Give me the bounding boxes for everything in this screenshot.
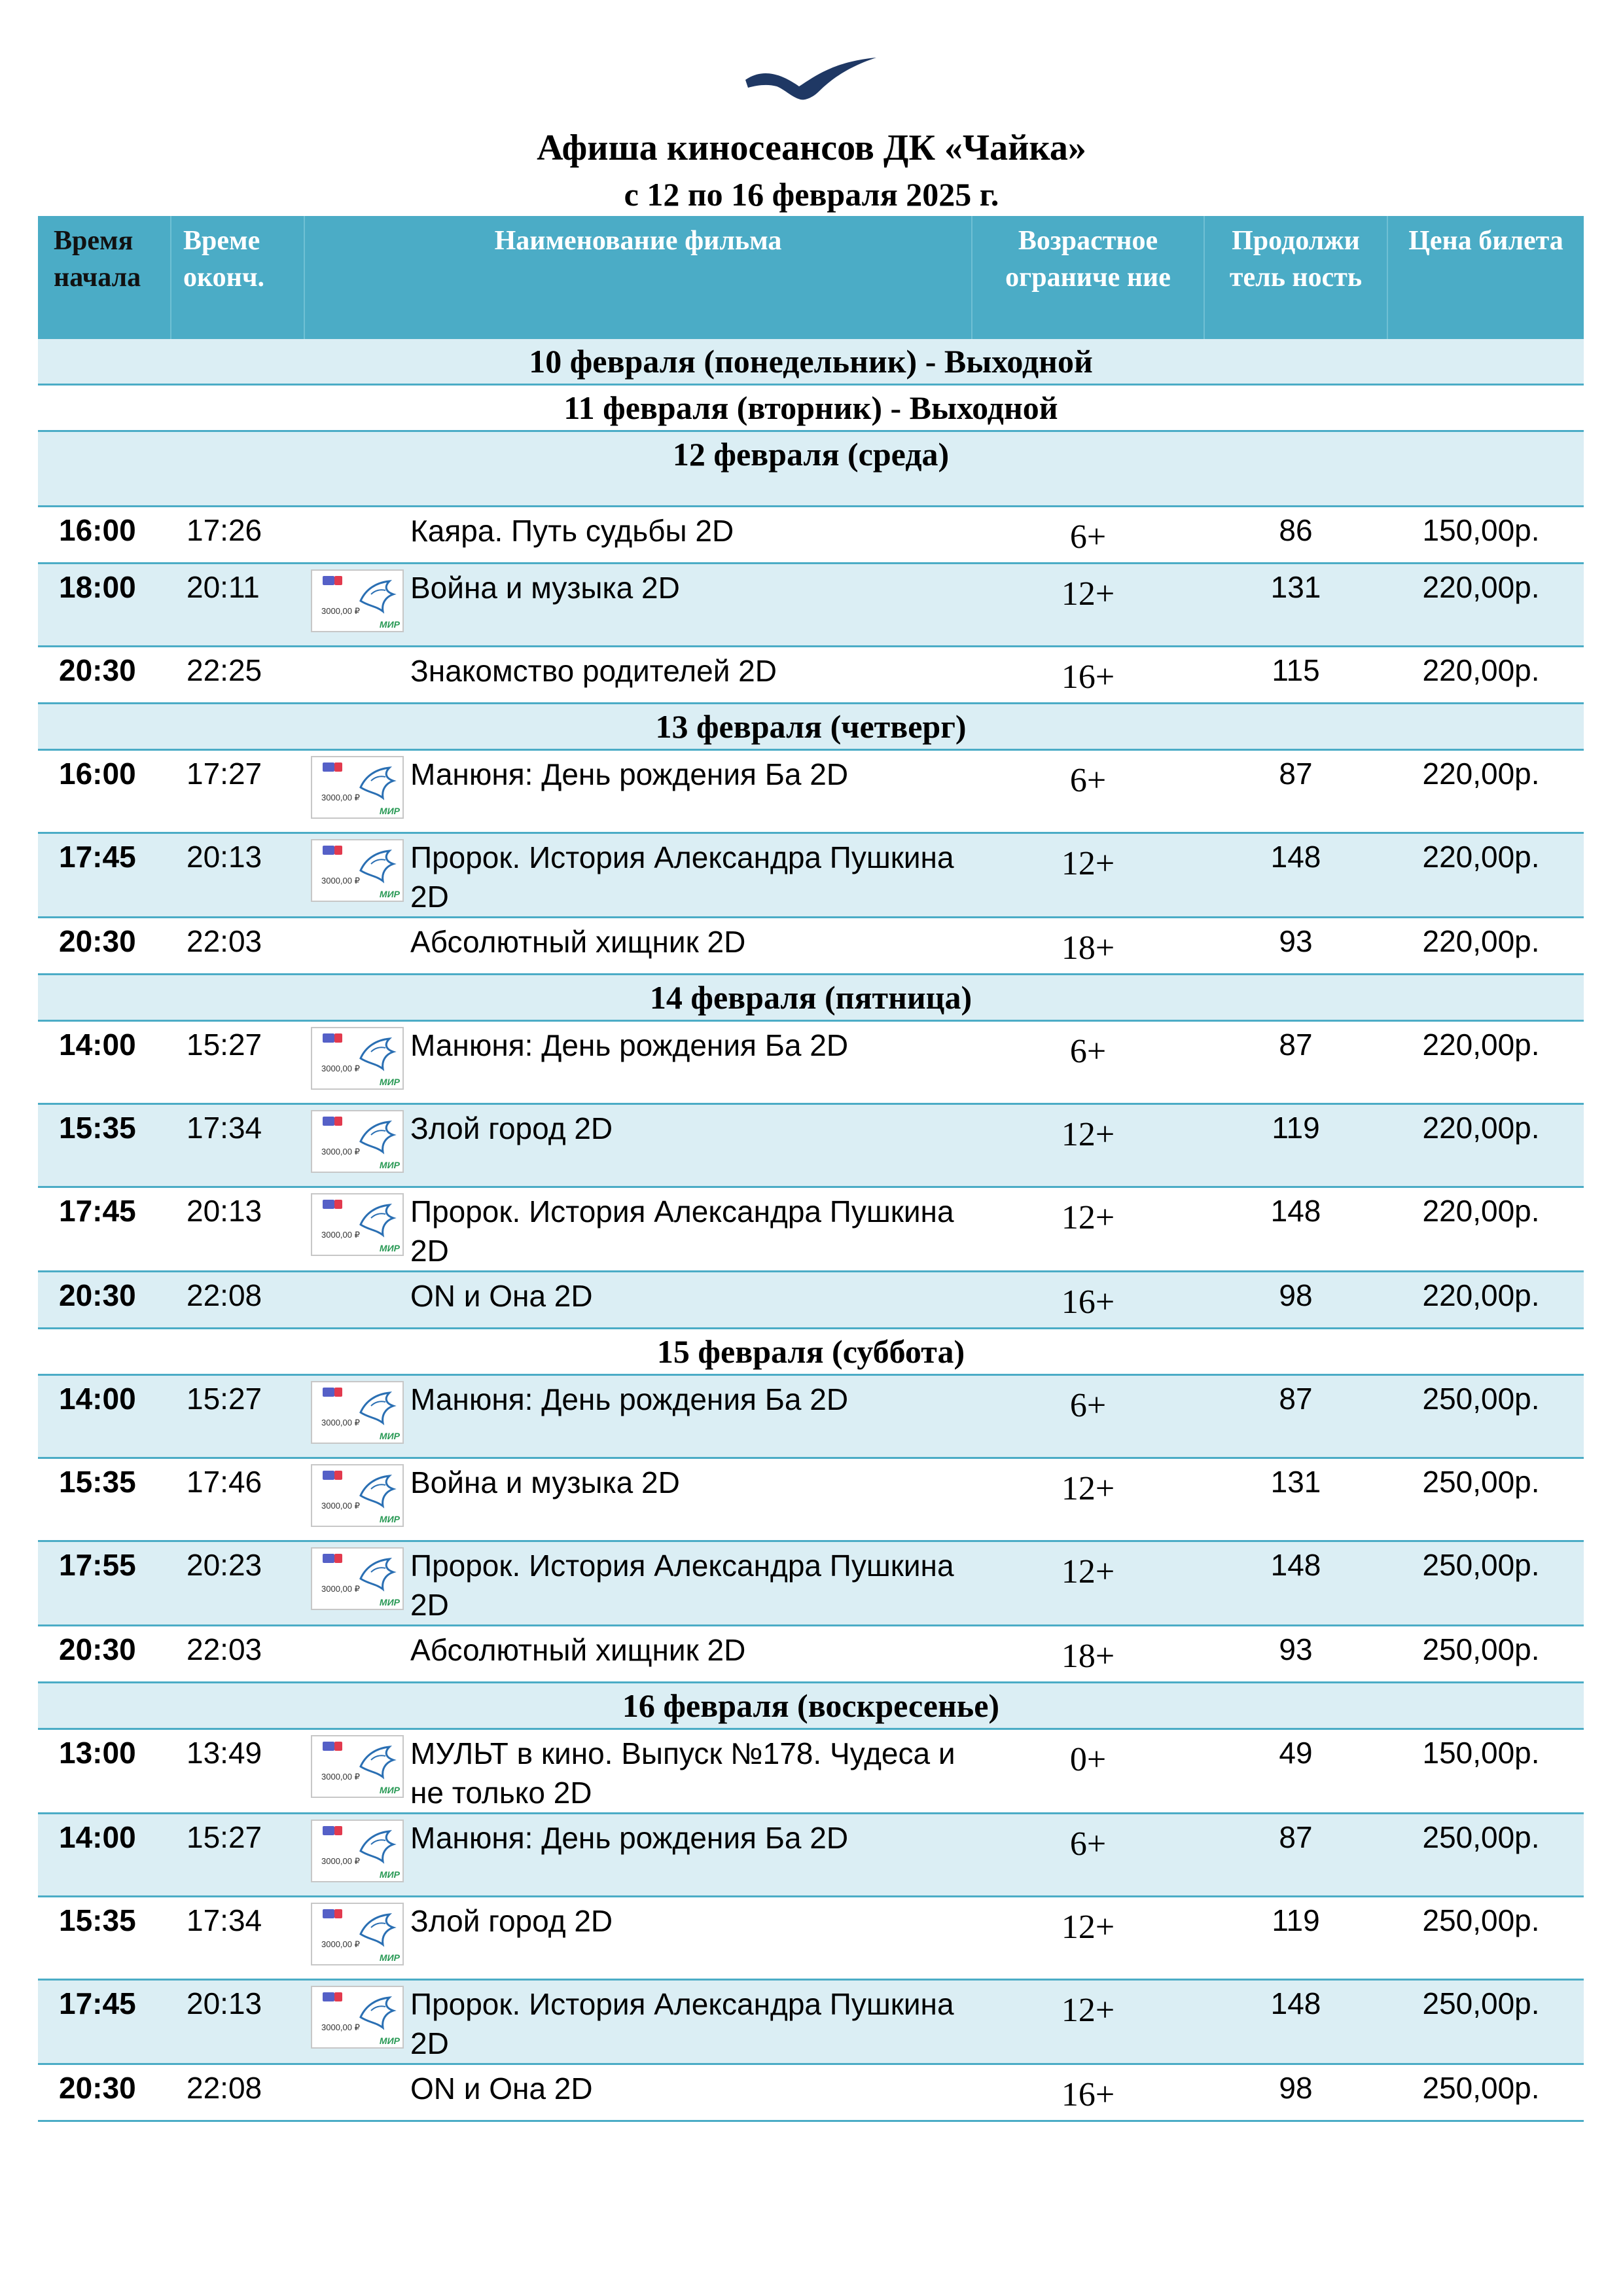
- film-title: Манюня: День рождения Ба 2D: [404, 1021, 972, 1104]
- session-end: 22:08: [171, 2064, 304, 2121]
- pushkin-card-icon: [311, 1027, 404, 1090]
- day-label: 10 февраля (понедельник) - Выходной: [38, 339, 1584, 385]
- ticket-price: 250,00р.: [1387, 1814, 1584, 1897]
- age-rating: 12+: [972, 564, 1204, 647]
- header-duration: Продолжи тель ность: [1204, 216, 1387, 339]
- ticket-price: 220,00р.: [1387, 833, 1584, 918]
- session-start: 18:00: [38, 564, 171, 647]
- film-title: Пророк. История Александра Пушкина 2D: [404, 1980, 972, 2064]
- age-rating: 12+: [972, 1541, 1204, 1626]
- duration: 87: [1204, 1814, 1387, 1897]
- day-heading: [38, 975, 1584, 1021]
- session-row: [38, 2064, 1584, 2121]
- card-brand: МИР: [379, 1514, 400, 1524]
- card-amount: 3000,00 ₽: [321, 1230, 360, 1240]
- day-label: 15 февраля (суббота): [38, 1329, 1584, 1375]
- session-row: [38, 918, 1584, 975]
- session-row: [38, 833, 1584, 918]
- pushkin-card-cell: [304, 564, 404, 647]
- session-row: [38, 1626, 1584, 1683]
- card-brand: МИР: [379, 1431, 400, 1441]
- card-amount: 3000,00 ₽: [321, 793, 360, 802]
- session-row: [38, 1272, 1584, 1329]
- card-amount: 3000,00 ₽: [321, 876, 360, 886]
- pushkin-card-cell: [304, 1187, 404, 1272]
- age-rating: 6+: [972, 1021, 1204, 1104]
- pushkin-card-cell: [304, 1375, 404, 1458]
- session-end: 17:46: [171, 1458, 304, 1541]
- age-rating: 16+: [972, 2064, 1204, 2121]
- pushkin-card-cell: [304, 750, 404, 833]
- ticket-price: 220,00р.: [1387, 1187, 1584, 1272]
- ticket-price: 220,00р.: [1387, 1021, 1584, 1104]
- header-end: Време оконч.: [171, 216, 304, 339]
- session-start: 20:30: [38, 918, 171, 975]
- duration: 87: [1204, 1375, 1387, 1458]
- session-end: 22:03: [171, 1626, 304, 1683]
- pushkin-card-cell: [304, 833, 404, 918]
- duration: 87: [1204, 1021, 1387, 1104]
- pushkin-card-cell: [304, 507, 404, 564]
- age-rating: 18+: [972, 1626, 1204, 1683]
- day-heading: [38, 1683, 1584, 1729]
- pushkin-card-icon: [311, 1903, 404, 1965]
- pushkin-card-icon: [311, 1820, 404, 1882]
- ticket-price: 250,00р.: [1387, 1897, 1584, 1980]
- card-amount: 3000,00 ₽: [321, 1856, 360, 1866]
- age-rating: 6+: [972, 1375, 1204, 1458]
- age-rating: 6+: [972, 750, 1204, 833]
- session-row: [38, 1375, 1584, 1458]
- card-brand: МИР: [379, 1785, 400, 1795]
- pushkin-card-cell: [304, 1980, 404, 2064]
- card-brand: МИР: [379, 1597, 400, 1607]
- session-end: 13:49: [171, 1729, 304, 1814]
- session-start: 16:00: [38, 507, 171, 564]
- session-row: [38, 1897, 1584, 1980]
- pushkin-card-icon: [311, 569, 404, 632]
- session-end: 15:27: [171, 1375, 304, 1458]
- pushkin-card-cell: [304, 1814, 404, 1897]
- pushkin-card-cell: [304, 647, 404, 704]
- day-label: 14 февраля (пятница): [38, 975, 1584, 1021]
- session-start: 15:35: [38, 1458, 171, 1541]
- session-start: 20:30: [38, 647, 171, 704]
- pushkin-card-cell: [304, 1272, 404, 1329]
- card-amount: 3000,00 ₽: [321, 606, 360, 616]
- day-label: 16 февраля (воскресенье): [38, 1683, 1584, 1729]
- duration: 148: [1204, 1187, 1387, 1272]
- film-title: ON и Она 2D: [404, 2064, 972, 2121]
- session-end: 20:13: [171, 1187, 304, 1272]
- session-end: 20:11: [171, 564, 304, 647]
- ticket-price: 250,00р.: [1387, 1541, 1584, 1626]
- film-title: Пророк. История Александра Пушкина 2D: [404, 833, 972, 918]
- film-title: Злой город 2D: [404, 1897, 972, 1980]
- pushkin-card-icon: [311, 756, 404, 819]
- pushkin-card-icon: [311, 839, 404, 902]
- session-row: [38, 1541, 1584, 1626]
- session-row: [38, 1458, 1584, 1541]
- duration: 115: [1204, 647, 1387, 704]
- pushkin-card-icon: [311, 1735, 404, 1798]
- page-subtitle: с 12 по 16 февраля 2025 г.: [624, 176, 999, 213]
- session-row: [38, 564, 1584, 647]
- duration: 86: [1204, 507, 1387, 564]
- ticket-price: 150,00р.: [1387, 1729, 1584, 1814]
- session-start: 17:55: [38, 1541, 171, 1626]
- card-brand: МИР: [379, 889, 400, 899]
- card-brand: МИР: [379, 1160, 400, 1170]
- day-heading: [38, 704, 1584, 750]
- card-amount: 3000,00 ₽: [321, 1064, 360, 1073]
- session-end: 17:34: [171, 1897, 304, 1980]
- day-heading: [38, 1329, 1584, 1375]
- day-heading: [38, 431, 1584, 507]
- session-row: [38, 1980, 1584, 2064]
- duration: 119: [1204, 1897, 1387, 1980]
- age-rating: 6+: [972, 507, 1204, 564]
- ticket-price: 220,00р.: [1387, 1104, 1584, 1187]
- session-end: 20:13: [171, 833, 304, 918]
- film-title: Манюня: День рождения Ба 2D: [404, 1375, 972, 1458]
- session-start: 13:00: [38, 1729, 171, 1814]
- pushkin-card-cell: [304, 1104, 404, 1187]
- pushkin-card-icon: [311, 1110, 404, 1173]
- card-brand: МИР: [379, 1243, 400, 1253]
- duration: 87: [1204, 750, 1387, 833]
- session-end: 22:25: [171, 647, 304, 704]
- duration: 148: [1204, 833, 1387, 918]
- pushkin-card-cell: [304, 2064, 404, 2121]
- duration: 148: [1204, 1541, 1387, 1626]
- card-amount: 3000,00 ₽: [321, 1939, 360, 1949]
- session-start: 14:00: [38, 1814, 171, 1897]
- duration: 148: [1204, 1980, 1387, 2064]
- age-rating: 16+: [972, 647, 1204, 704]
- seagull-logo: [743, 54, 877, 106]
- ticket-price: 220,00р.: [1387, 647, 1584, 704]
- age-rating: 12+: [972, 1980, 1204, 2064]
- age-rating: 12+: [972, 833, 1204, 918]
- session-end: 20:13: [171, 1980, 304, 2064]
- age-rating: 12+: [972, 1187, 1204, 1272]
- session-start: 17:45: [38, 1187, 171, 1272]
- session-row: [38, 1814, 1584, 1897]
- age-rating: 12+: [972, 1458, 1204, 1541]
- age-rating: 6+: [972, 1814, 1204, 1897]
- film-title: ON и Она 2D: [404, 1272, 972, 1329]
- session-end: 17:26: [171, 507, 304, 564]
- age-rating: 0+: [972, 1729, 1204, 1814]
- session-end: 17:27: [171, 750, 304, 833]
- session-row: [38, 750, 1584, 833]
- session-start: 15:35: [38, 1897, 171, 1980]
- pushkin-card-icon: [311, 1547, 404, 1610]
- ticket-price: 250,00р.: [1387, 1458, 1584, 1541]
- duration: 93: [1204, 1626, 1387, 1683]
- film-title: МУЛЬТ в кино. Выпуск №178. Чудеса и не только 2D: [404, 1729, 972, 1814]
- age-rating: 12+: [972, 1104, 1204, 1187]
- film-title: Каяра. Путь судьбы 2D: [404, 507, 972, 564]
- film-title: Манюня: День рождения Ба 2D: [404, 1814, 972, 1897]
- session-start: 15:35: [38, 1104, 171, 1187]
- pushkin-card-cell: [304, 1729, 404, 1814]
- session-end: 22:03: [171, 918, 304, 975]
- card-amount: 3000,00 ₽: [321, 2022, 360, 2032]
- session-row: [38, 647, 1584, 704]
- session-row: [38, 1021, 1584, 1104]
- film-title: Абсолютный хищник 2D: [404, 1626, 972, 1683]
- pushkin-card-cell: [304, 1021, 404, 1104]
- ticket-price: 220,00р.: [1387, 918, 1584, 975]
- ticket-price: 250,00р.: [1387, 1626, 1584, 1683]
- session-start: 17:45: [38, 1980, 171, 2064]
- schedule-table: [38, 216, 1584, 2122]
- session-row: [38, 1729, 1584, 1814]
- session-start: 20:30: [38, 1272, 171, 1329]
- session-end: 17:34: [171, 1104, 304, 1187]
- ticket-price: 220,00р.: [1387, 1272, 1584, 1329]
- session-row: [38, 1104, 1584, 1187]
- pushkin-card-icon: [311, 1986, 404, 2049]
- header-film: Наименование фильма: [304, 216, 972, 339]
- age-rating: 18+: [972, 918, 1204, 975]
- age-rating: 12+: [972, 1897, 1204, 1980]
- table-header: [38, 216, 1584, 339]
- session-start: 14:00: [38, 1021, 171, 1104]
- pushkin-card-cell: [304, 1897, 404, 1980]
- header-start: Время начала: [38, 216, 171, 339]
- pushkin-card-cell: [304, 1458, 404, 1541]
- pushkin-card-icon: [311, 1193, 404, 1256]
- film-title: Абсолютный хищник 2D: [404, 918, 972, 975]
- ticket-price: 250,00р.: [1387, 1980, 1584, 2064]
- ticket-price: 150,00р.: [1387, 507, 1584, 564]
- session-start: 16:00: [38, 750, 171, 833]
- film-title: Война и музыка 2D: [404, 1458, 972, 1541]
- session-end: 22:08: [171, 1272, 304, 1329]
- card-brand: МИР: [379, 2036, 400, 2046]
- card-amount: 3000,00 ₽: [321, 1147, 360, 1157]
- card-brand: МИР: [379, 1952, 400, 1963]
- card-amount: 3000,00 ₽: [321, 1418, 360, 1427]
- card-amount: 3000,00 ₽: [321, 1584, 360, 1594]
- page-title: Афиша киносеансов ДК «Чайка»: [537, 128, 1086, 168]
- header-price: Цена билета: [1387, 216, 1584, 339]
- duration: 93: [1204, 918, 1387, 975]
- session-start: 17:45: [38, 833, 171, 918]
- card-brand: МИР: [379, 619, 400, 630]
- day-label: 13 февраля (четверг): [38, 704, 1584, 750]
- card-amount: 3000,00 ₽: [321, 1772, 360, 1782]
- film-title: Пророк. История Александра Пушкина 2D: [404, 1541, 972, 1626]
- pushkin-card-cell: [304, 1626, 404, 1683]
- ticket-price: 250,00р.: [1387, 1375, 1584, 1458]
- duration: 131: [1204, 564, 1387, 647]
- day-label: 12 февраля (среда): [38, 431, 1584, 507]
- day-heading: [38, 385, 1584, 431]
- session-row: [38, 507, 1584, 564]
- session-end: 15:27: [171, 1021, 304, 1104]
- duration: 98: [1204, 2064, 1387, 2121]
- film-title: Пророк. История Александра Пушкина 2D: [404, 1187, 972, 1272]
- day-label: 11 февраля (вторник) - Выходной: [38, 385, 1584, 431]
- header-age: Возрастное ограниче ние: [972, 216, 1204, 339]
- age-rating: 16+: [972, 1272, 1204, 1329]
- duration: 131: [1204, 1458, 1387, 1541]
- ticket-price: 220,00р.: [1387, 564, 1584, 647]
- pushkin-card-icon: [311, 1381, 404, 1444]
- card-brand: МИР: [379, 1869, 400, 1880]
- film-title: Злой город 2D: [404, 1104, 972, 1187]
- session-start: 20:30: [38, 2064, 171, 2121]
- ticket-price: 220,00р.: [1387, 750, 1584, 833]
- session-start: 20:30: [38, 1626, 171, 1683]
- pushkin-card-cell: [304, 1541, 404, 1626]
- day-heading: [38, 339, 1584, 385]
- session-end: 20:23: [171, 1541, 304, 1626]
- pushkin-card-cell: [304, 918, 404, 975]
- duration: 98: [1204, 1272, 1387, 1329]
- card-brand: МИР: [379, 1077, 400, 1087]
- duration: 119: [1204, 1104, 1387, 1187]
- film-title: Война и музыка 2D: [404, 564, 972, 647]
- card-brand: МИР: [379, 806, 400, 816]
- film-title: Манюня: День рождения Ба 2D: [404, 750, 972, 833]
- film-title: Знакомство родителей 2D: [404, 647, 972, 704]
- duration: 49: [1204, 1729, 1387, 1814]
- session-end: 15:27: [171, 1814, 304, 1897]
- session-start: 14:00: [38, 1375, 171, 1458]
- session-row: [38, 1187, 1584, 1272]
- pushkin-card-icon: [311, 1464, 404, 1527]
- card-amount: 3000,00 ₽: [321, 1501, 360, 1511]
- ticket-price: 250,00р.: [1387, 2064, 1584, 2121]
